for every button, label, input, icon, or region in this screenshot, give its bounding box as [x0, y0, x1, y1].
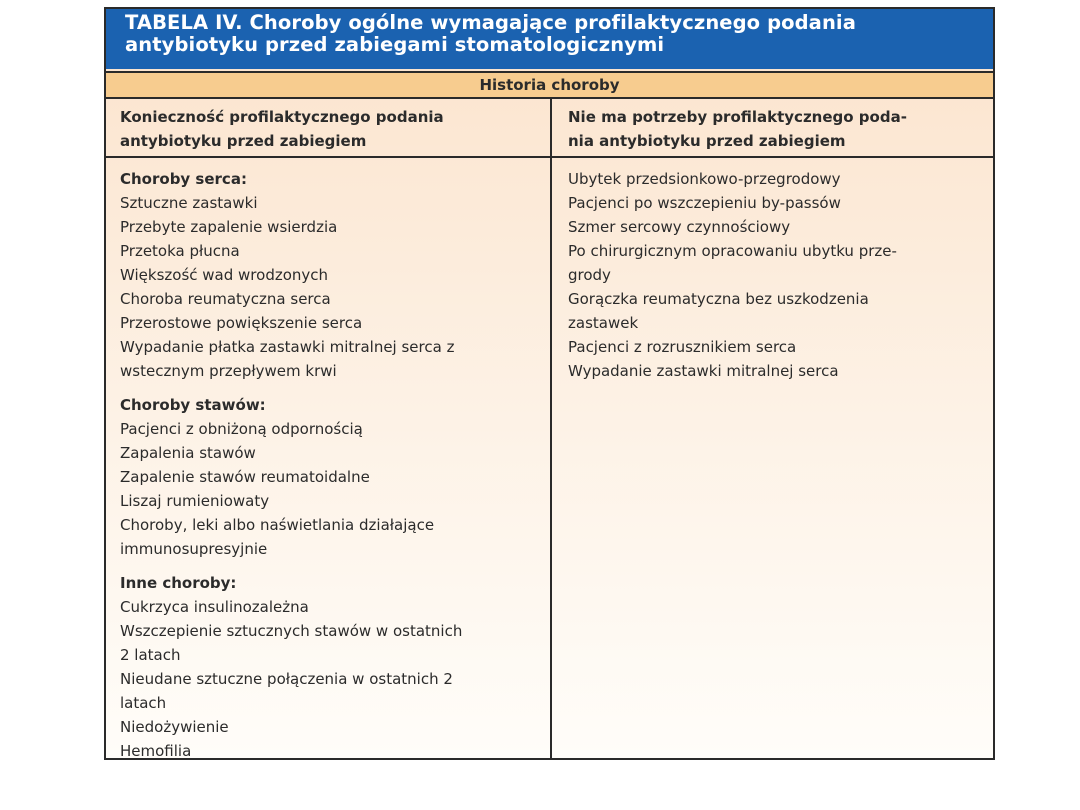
- list-item: Cukrzyca insulinozależna: [120, 598, 309, 616]
- list-item: Niedożywienie: [120, 718, 229, 736]
- group-title: Choroby serca:: [120, 170, 247, 188]
- section-header-history: Historia choroby: [106, 71, 993, 99]
- table-title-line-1: TABELA IV. Choroby ogólne wymagające profilaktycznego podania: [125, 11, 856, 34]
- list-item: Sztuczne zastawki: [120, 194, 258, 212]
- list-item: Choroba reumatyczna serca: [120, 290, 331, 308]
- group-other-diseases: [120, 571, 545, 763]
- list-item: Nieudane sztuczne połączenia w ostatnich 2: [120, 670, 453, 688]
- group-title: Choroby stawów:: [120, 396, 266, 414]
- list-item: Szmer sercowy czynnościowy: [568, 218, 791, 236]
- list-item: Zapalenia stawów: [120, 444, 256, 462]
- list-item: wstecznym przepływem krwi: [120, 362, 337, 380]
- list-item: Pacjenci z obniżoną odpornością: [120, 420, 363, 438]
- left-header-line: Konieczność profilaktycznego podania: [120, 108, 444, 126]
- list-item: Zapalenie stawów reumatoidalne: [120, 468, 370, 486]
- table-title-line-2: antybiotyku przed zabiegami stomatologicznymi: [125, 33, 665, 56]
- list-item: Pacjenci z rozrusznikiem serca: [568, 338, 797, 356]
- left-header-line: antybiotyku przed zabiegiem: [120, 132, 367, 150]
- list-item: Gorączka reumatyczna bez uszkodzenia: [568, 290, 869, 308]
- left-column-header: [120, 105, 540, 153]
- list-item: Ubytek przedsionkowo-przegrodowy: [568, 170, 841, 188]
- column-divider: [550, 99, 552, 760]
- list-item: Większość wad wrodzonych: [120, 266, 329, 284]
- right-header-line: nia antybiotyku przed zabiegiem: [568, 132, 846, 150]
- list-item: zastawek: [568, 314, 639, 332]
- list-item: Przebyte zapalenie wsierdzia: [120, 218, 338, 236]
- group-title: Inne choroby:: [120, 574, 237, 592]
- group-joint-diseases: [120, 393, 545, 561]
- list-item: immunosupresyjnie: [120, 540, 268, 558]
- list-item: Po chirurgicznym opracowaniu ubytku prze-: [568, 242, 897, 260]
- list-item: Przerostowe powiększenie serca: [120, 314, 363, 332]
- right-column-body: [568, 167, 988, 383]
- list-item: latach: [120, 694, 167, 712]
- list-item: grody: [568, 266, 611, 284]
- table-title: [106, 9, 993, 69]
- list-item: Przetoka płucna: [120, 242, 240, 260]
- disease-table: [104, 7, 995, 760]
- left-column-body: [120, 167, 545, 773]
- list-item: Choroby, leki albo naświetlania działające: [120, 516, 435, 534]
- list-item: Hemofilia: [120, 742, 192, 760]
- list-item: Wszczepienie sztucznych stawów w ostatnich: [120, 622, 463, 640]
- list-item: Wypadanie płatka zastawki mitralnej serca z: [120, 338, 455, 356]
- list-item: Pacjenci po wszczepieniu by-passów: [568, 194, 841, 212]
- column-header-rule: [106, 156, 993, 158]
- group-heart-diseases: [120, 167, 545, 383]
- right-column-header: [568, 105, 988, 153]
- list-item: Wypadanie zastawki mitralnej serca: [568, 362, 839, 380]
- right-header-line: Nie ma potrzeby profilaktycznego poda-: [568, 108, 907, 126]
- list-item: 2 latach: [120, 646, 181, 664]
- list-item: Liszaj rumieniowaty: [120, 492, 270, 510]
